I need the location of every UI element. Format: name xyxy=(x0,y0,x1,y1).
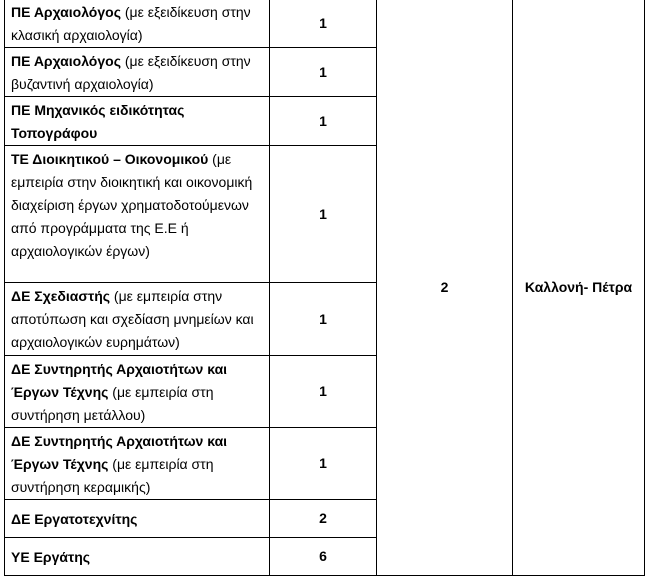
count-cell: 1 xyxy=(270,48,377,97)
role-cell xyxy=(5,428,270,500)
role-detail: (με εξειδίκευση στην κλασική αρχαιολογία) xyxy=(11,4,251,43)
role-cell xyxy=(5,538,270,576)
count-cell: 2 xyxy=(270,500,377,538)
role-detail: (με εμπειρία στη συντήρηση μετάλλου) xyxy=(11,384,214,423)
count-cell: 1 xyxy=(270,146,377,283)
role-cell xyxy=(5,356,270,428)
role-cell xyxy=(5,48,270,97)
count-cell: 6 xyxy=(270,538,377,576)
role-title: ΔΕ Συντηρητής Αρχαιοτήτων και Έργων Τέχνης xyxy=(11,361,228,400)
count-cell: 1 xyxy=(270,0,377,48)
role-title: ΔΕ Σχεδιαστής xyxy=(11,288,111,304)
role-cell xyxy=(5,0,270,48)
staffing-table xyxy=(4,0,645,576)
location-cell: Καλλονή- Πέτρα xyxy=(513,0,645,576)
role-title: ΔΕ Εργατοτεχνίτης xyxy=(11,511,138,527)
role-cell xyxy=(5,500,270,538)
role-title: ΔΕ Συντηρητής Αρχαιοτήτων και Έργων Τέχνης xyxy=(11,433,228,472)
role-cell xyxy=(5,283,270,356)
role-detail: (με εξειδίκευση στην βυζαντινή αρχαιολογία) xyxy=(11,53,251,92)
role-cell xyxy=(5,146,270,283)
role-title: ΠΕ Μηχανικός ειδικότητας Τοπογράφου xyxy=(11,102,185,141)
role-detail: (με εμπειρία στη συντήρηση κεραμικής) xyxy=(11,456,214,495)
role-title: ΠΕ Αρχαιολόγος xyxy=(11,4,121,20)
count-cell: 1 xyxy=(270,97,377,146)
role-detail: (με εμπειρία στην αποτύπωση και σχεδίαση μνημείων και αρχαιολογικών ευρημάτων) xyxy=(11,288,254,350)
role-title: ΤΕ Διοικητικού – Οικονομικού xyxy=(11,151,209,167)
count-cell: 1 xyxy=(270,356,377,428)
table-row xyxy=(5,0,645,48)
merged-number-cell: 2 xyxy=(377,0,513,576)
count-cell: 1 xyxy=(270,283,377,356)
role-detail: (με εμπειρία στην διοικητική και οικονομική διαχείριση έργων χρηματοδοτούμενων από προγράμματα της Ε.Ε ή αρχαιολογικών έργων) xyxy=(11,151,253,259)
count-cell: 1 xyxy=(270,428,377,500)
role-title: ΠΕ Αρχαιολόγος xyxy=(11,53,121,69)
role-title: ΥΕ Εργάτης xyxy=(11,549,91,565)
role-cell xyxy=(5,97,270,146)
